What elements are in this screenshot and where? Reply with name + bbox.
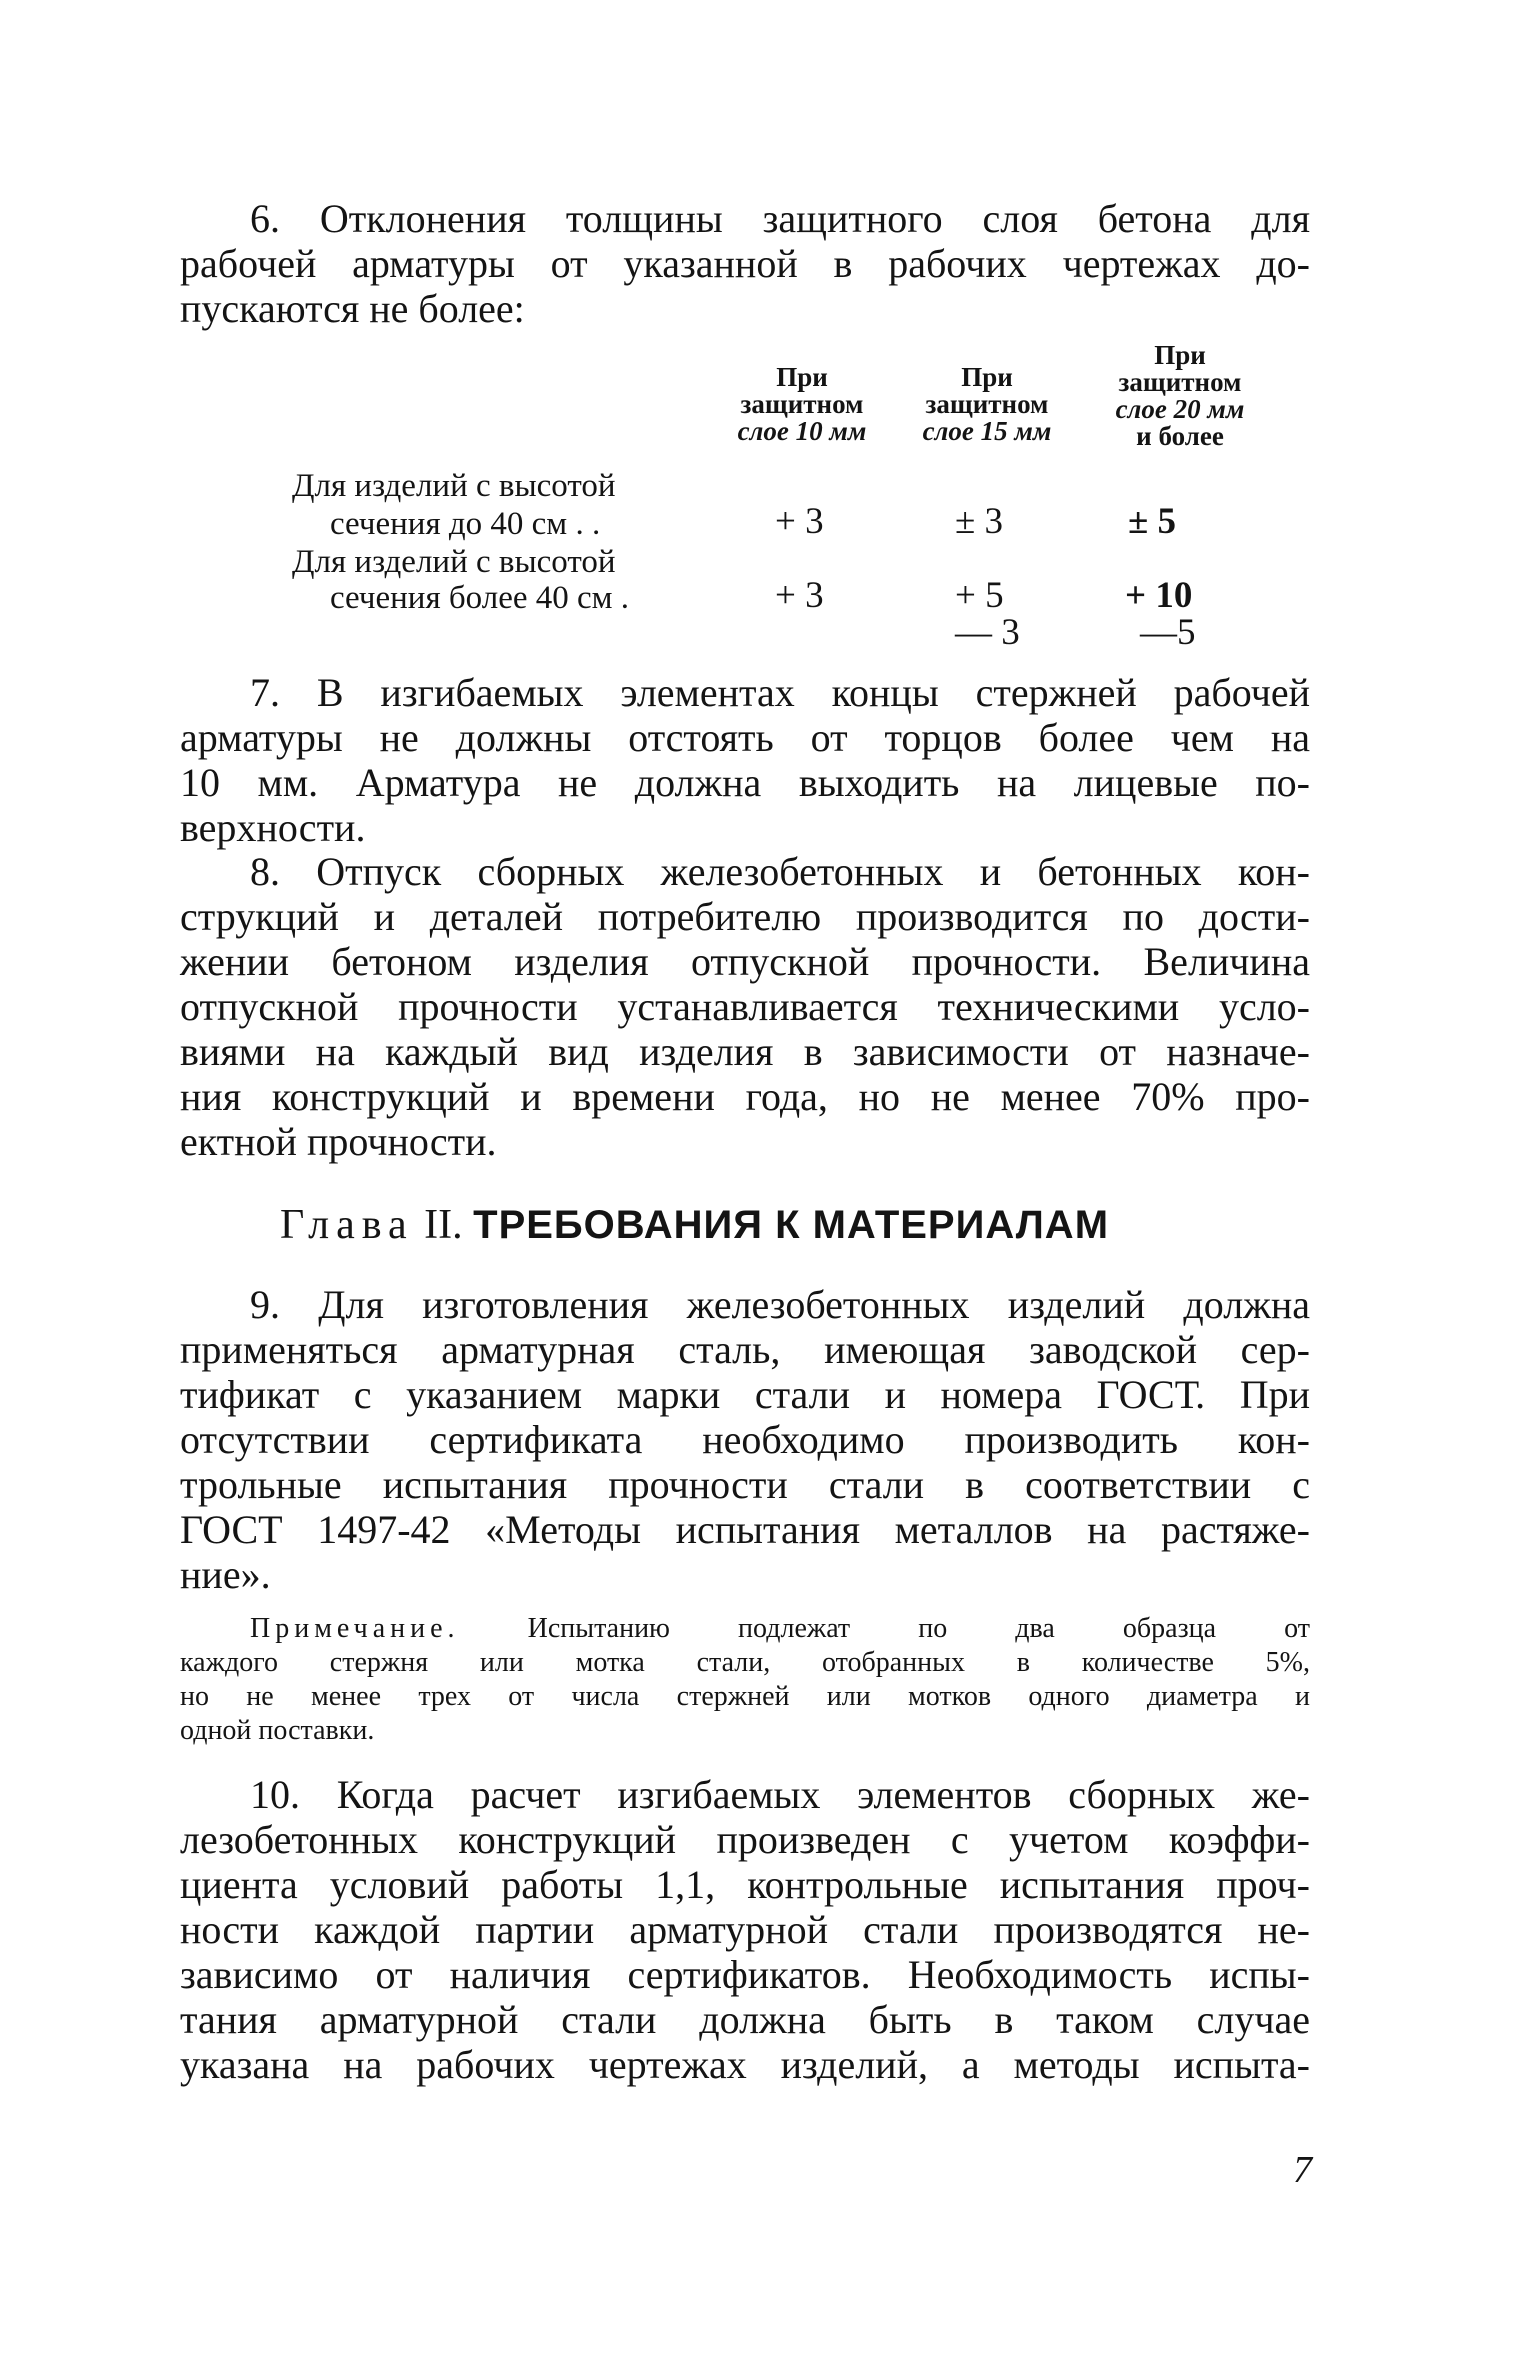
p10-line-5: зависимо от наличия сертификатов. Необходимость испы- [180, 1952, 1310, 1997]
table-header-col-15mm [902, 364, 1072, 445]
p10-line-4: ности каждой партии арматурной стали производятся не- [180, 1907, 1310, 1952]
header-line: слое 10 мм [737, 416, 867, 446]
chapter-prefix: Глава [280, 1202, 414, 1248]
chapter-title: ТРЕБОВАНИЯ К МАТЕРИАЛАМ [473, 1203, 1110, 1247]
table-row-2-value-20mm: + 10 [1125, 575, 1193, 616]
p9-line-6: ГОСТ 1497-42 «Методы испытания металлов на растяже- [180, 1507, 1310, 1552]
table-header-col-20mm [1090, 342, 1270, 450]
table-row-1-label-line-1: Для изделий с высотой [292, 468, 616, 504]
note-line-1 [250, 1612, 1310, 1646]
p10-line-2: лезобетонных конструкций произведен с учетом коэффи- [180, 1817, 1310, 1862]
p8-line-4: отпускной прочности устанавливается техническими усло- [180, 984, 1310, 1029]
header-line: При [776, 362, 828, 392]
p8-line-7: ектной прочности. [180, 1119, 497, 1164]
header-line: При [961, 362, 1013, 392]
p6-line-1: 6. Отклонения толщины защитного слоя бетона для [250, 196, 1310, 241]
chapter-heading [280, 1200, 1109, 1250]
p8-line-5: виями на каждый вид изделия в зависимости от назначе- [180, 1029, 1310, 1074]
table-row-2-value-20mm-minus: —5 [1140, 612, 1196, 653]
table-row-2-value-15mm: + 5 [955, 575, 1004, 616]
p9-line-4: отсутствии сертификата необходимо производить кон- [180, 1417, 1310, 1462]
p7-line-3: 10 мм. Арматура не должна выходить на лицевые по- [180, 760, 1310, 805]
table-row-1-value-10mm: + 3 [775, 501, 824, 542]
p9-line-7: ние». [180, 1552, 271, 1597]
p9-line-3: тификат с указанием марки стали и номера ГОСТ. При [180, 1372, 1310, 1417]
p7-line-2: арматуры не должны отстоять от торцов более чем на [180, 715, 1310, 760]
note-label: Примечание. [250, 1613, 460, 1644]
table-row-2-label-line-2: сечения более 40 см . [330, 580, 630, 616]
p10-line-1: 10. Когда расчет изгибаемых элементов сборных же- [250, 1772, 1310, 1817]
header-line: слое 15 мм [922, 416, 1052, 446]
table-row-2-value-15mm-minus: — 3 [955, 612, 1020, 653]
p6-line-2: рабочей арматуры от указанной в рабочих чертежах до- [180, 241, 1310, 286]
p10-line-7: указана на рабочих чертежах изделий, а методы испыта- [180, 2042, 1310, 2087]
p8-line-2: струкций и деталей потребителю производится по дости- [180, 894, 1310, 939]
p9-line-1: 9. Для изготовления железобетонных изделий должна [250, 1282, 1310, 1327]
table-row-2-value-10mm: + 3 [775, 575, 824, 616]
header-line: При [1154, 340, 1206, 370]
header-line: защитном [1118, 367, 1242, 397]
note-line-2: каждого стержня или мотка стали, отобранных в количестве 5%, [180, 1647, 1310, 1678]
p8-line-6: ния конструкций и времени года, но не менее 70% про- [180, 1074, 1310, 1119]
p9-line-5: трольные испытания прочности стали в соответствии с [180, 1462, 1310, 1507]
p8-line-3: жении бетоном изделия отпускной прочности. Величина [180, 939, 1310, 984]
p6-line-3: пускаются не более: [180, 286, 525, 331]
note-line-1-text: Испытанию подлежат по два образца от [527, 1613, 1310, 1644]
table-row-1-value-20mm: ± 5 [1128, 501, 1177, 542]
p10-line-6: тания арматурной стали должна быть в таком случае [180, 1997, 1310, 2042]
note-line-4: одной поставки. [180, 1715, 375, 1746]
table-row-1-value-15mm: ± 3 [955, 501, 1004, 542]
header-line: слое 20 мм [1115, 394, 1245, 424]
note-line-3: но не менее трех от числа стержней или мотков одного диаметра и [180, 1681, 1310, 1712]
table-row-1-label-line-2: сечения до 40 см . . [330, 506, 601, 542]
page-number: 7 [1293, 2149, 1312, 2191]
p7-line-1: 7. В изгибаемых элементах концы стержней рабочей [250, 670, 1310, 715]
p7-line-4: верхности. [180, 805, 366, 850]
table-header-col-10mm [722, 364, 882, 445]
p8-line-1: 8. Отпуск сборных железобетонных и бетонных кон- [250, 849, 1310, 894]
table-row-2-label-line-1: Для изделий с высотой [292, 544, 616, 580]
p10-line-3: циента условий работы 1,1, контрольные испытания проч- [180, 1862, 1310, 1907]
header-line: защитном [740, 389, 864, 419]
p9-line-2: применяться арматурная сталь, имеющая заводской сер- [180, 1327, 1310, 1372]
chapter-number: II. [424, 1202, 463, 1248]
header-line: и более [1136, 421, 1224, 451]
header-line: защитном [925, 389, 1049, 419]
